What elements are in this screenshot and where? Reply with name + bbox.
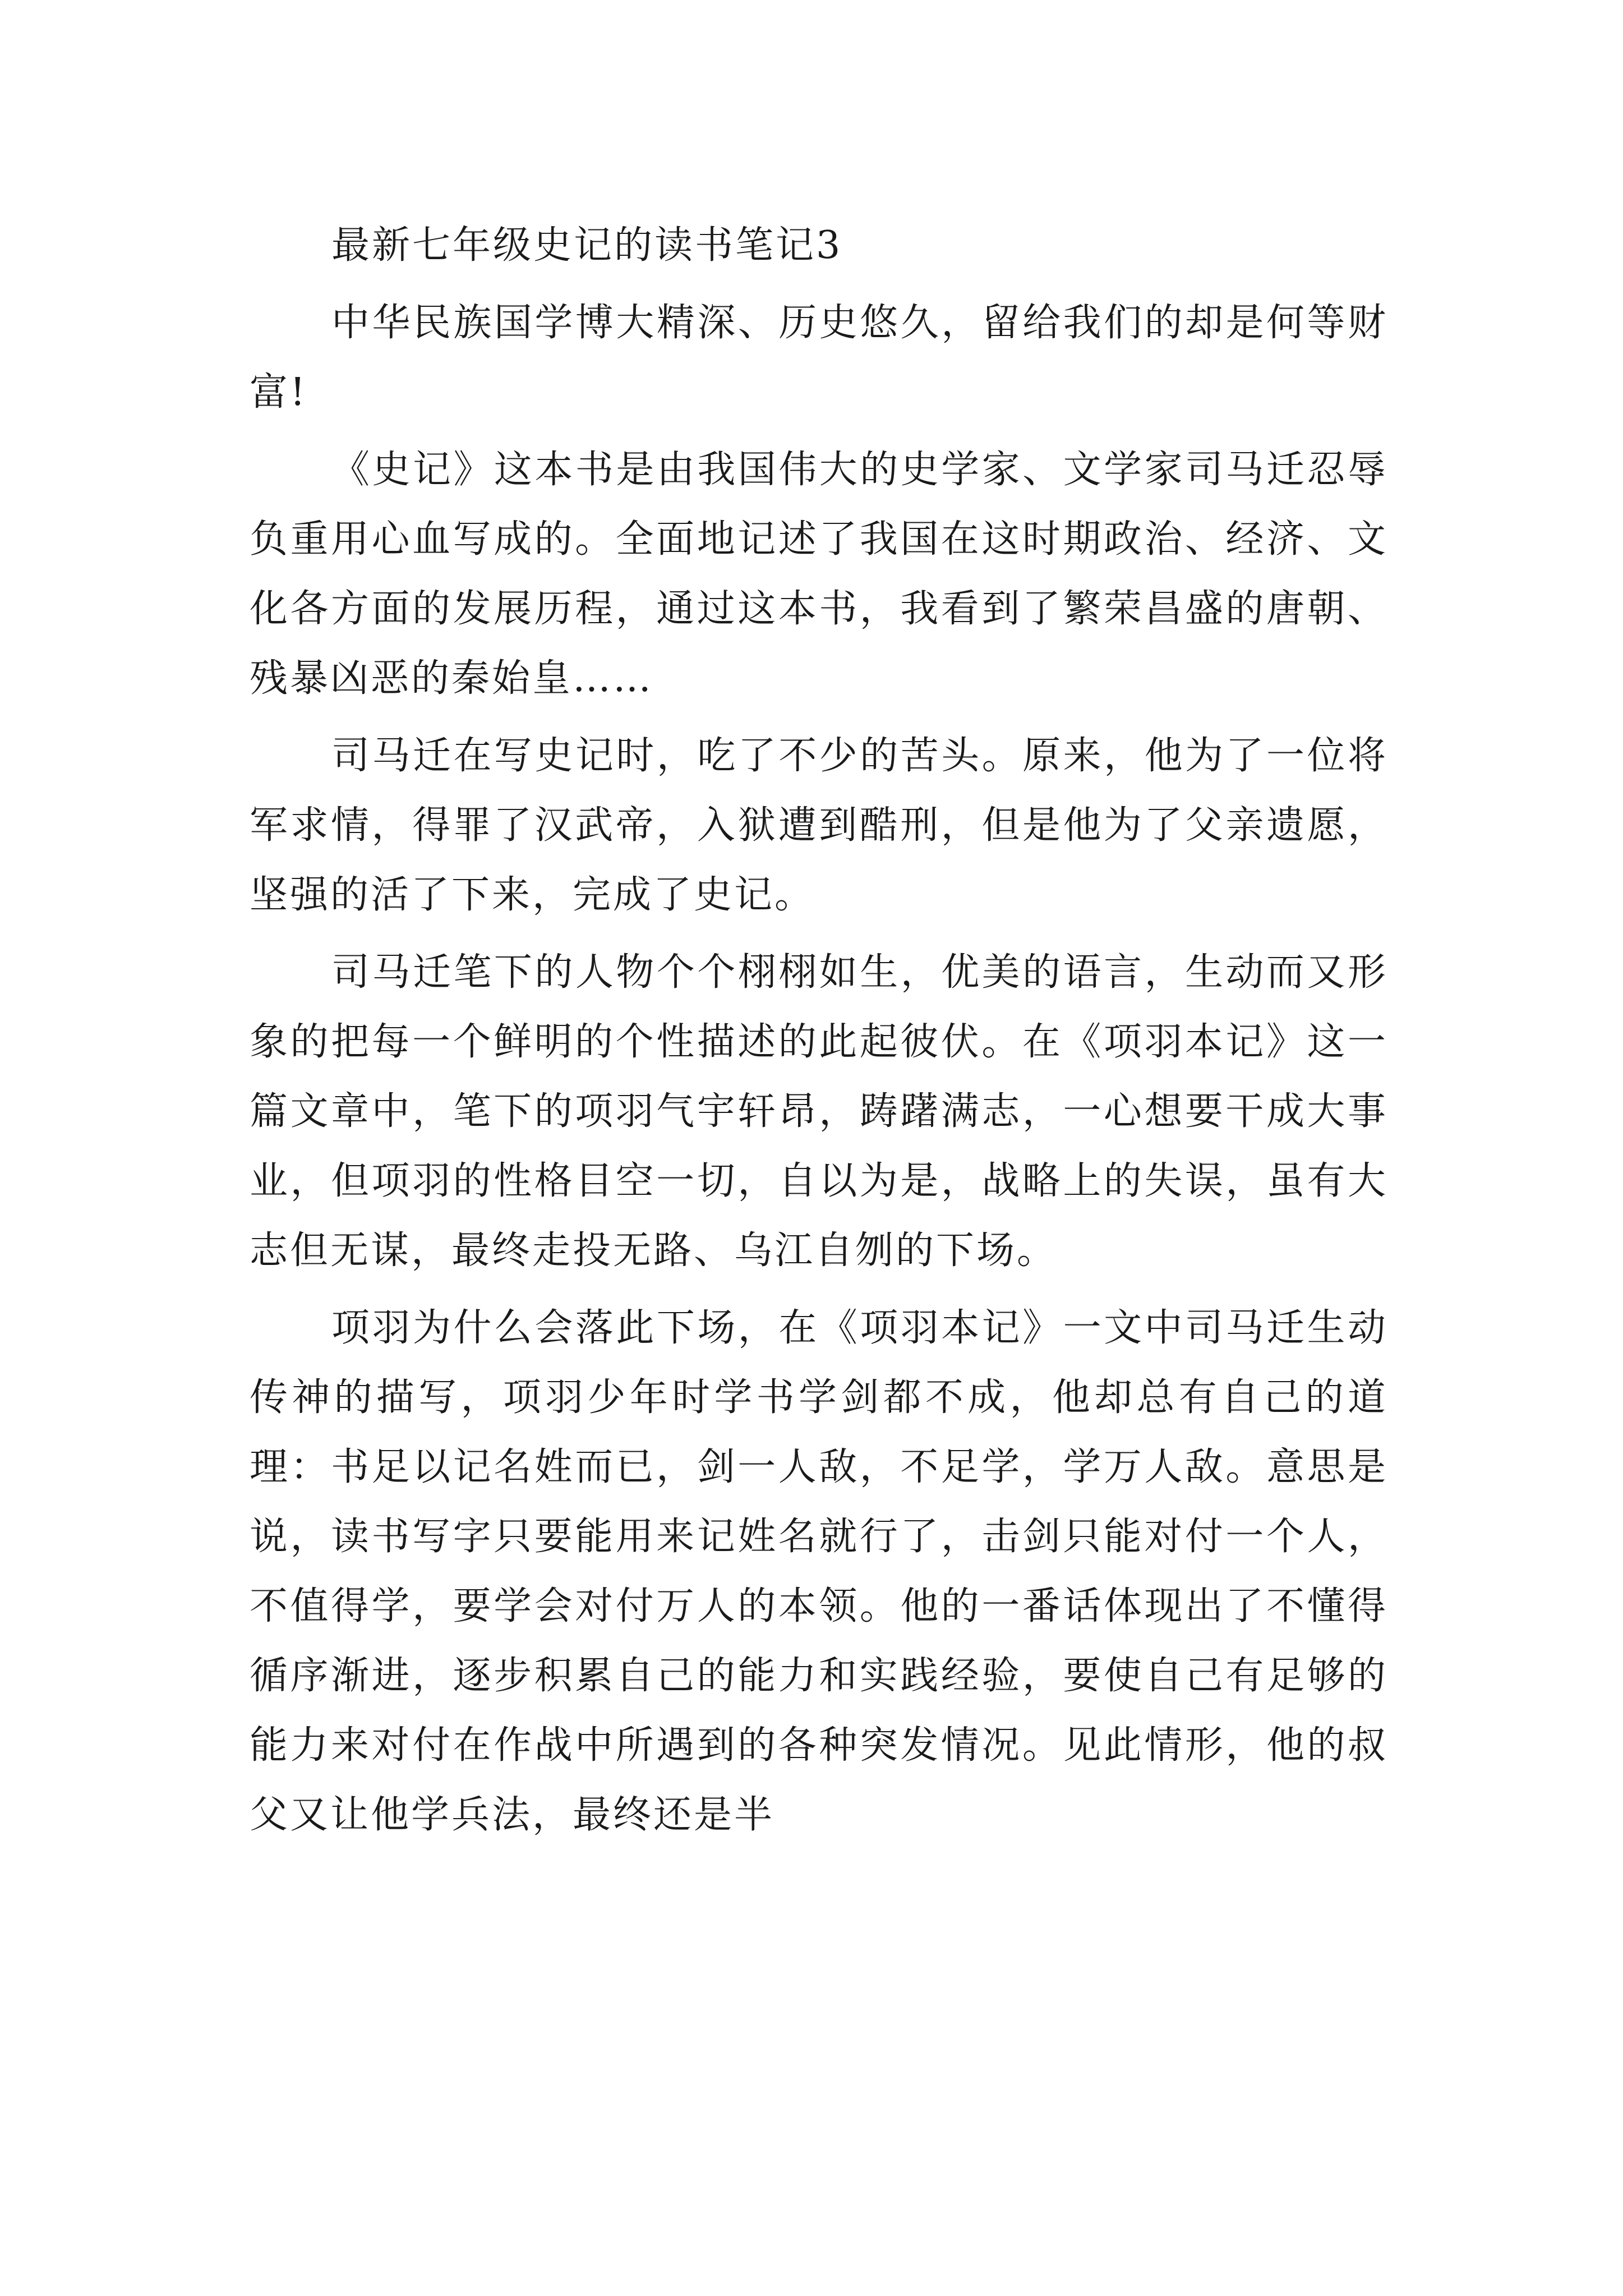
- paragraph-2: 《史记》这本书是由我国伟大的史学家、文学家司马迁忍辱负重用心血写成的。全面地记述了我国在这时期政治、经济、文化各方面的发展历程，通过这本书，我看到了繁荣昌盛的唐朝、残暴凶恶的秦始皇……: [250, 448, 1388, 701]
- paragraph-4: 司马迁笔下的人物个个栩栩如生，优美的语言，生动而又形象的把每一个鲜明的个性描述的此起彼伏。在《项羽本记》这一篇文章中，笔下的项羽气宇轩昂，踌躇满志，一心想要干成大事业，但项羽的性格目空一切，自以为是，战略上的失误，虽有大志但无谋，最终走投无路、乌江自刎的下场。: [250, 950, 1388, 1273]
- paragraph-3: 司马迁在写史记时，吃了不少的苦头。原来，他为了一位将军求情，得罪了汉武帝，入狱遭到酷刑，但是他为了父亲遗愿，坚强的活了下来，完成了史记。: [250, 734, 1388, 917]
- document-body: [250, 211, 1388, 1858]
- paragraph-1: 中华民族国学博大精深、历史悠久，留给我们的却是何等财富!: [250, 301, 1388, 415]
- paragraph-5: 项羽为什么会落此下场，在《项羽本记》一文中司马迁生动传神的描写，项羽少年时学书学剑都不成，他却总有自己的道理：书足以记名姓而已，剑一人敌，不足学，学万人敌。意思是说，读书写字只要能用来记姓名就行了，击剑只能对付一个人，不值得学，要学会对付万人的本领。他的一番话体现出了不懂得循序渐进，逐步积累自己的能力和实践经验，要使自己有足够的能力来对付在作战中所遇到的各种突发情况。见此情形，他的叔父又让他学兵法，最终还是半: [250, 1306, 1388, 1837]
- document-title: 最新七年级史记的读书笔记3: [331, 223, 843, 268]
